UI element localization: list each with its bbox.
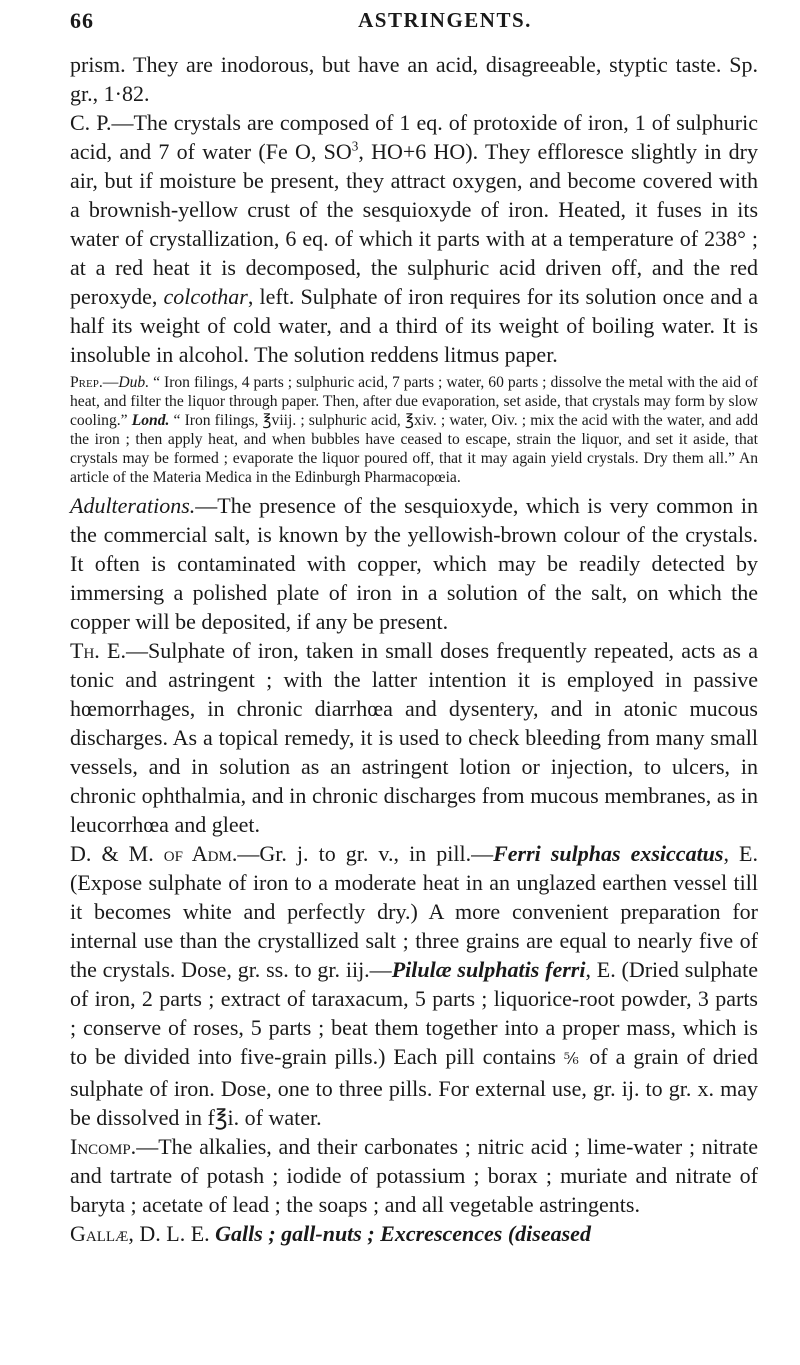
dose-ferri: Ferri sulphas exsiccatus <box>493 841 724 866</box>
dose-fraction: ⅚ <box>563 1051 582 1068</box>
paragraph-therapeutic-effects <box>70 636 758 839</box>
dose-text-b: , E. (Expose sulphate of iron to a moderate heat in an unglazed earthen vessel till it becomes white and perfectly dry.) A more convenient preparation for internal use than the crystallized salt ; three grains are equal to nearly five of the crystals. Dose, gr. ss. to gr. iij.— <box>70 841 758 982</box>
page-number: 66 <box>70 8 94 33</box>
dose-text-c: , E. (Dried sulphate of iron, 2 parts ; extract of taraxacum, 5 parts ; liquorice-root powder, 3 parts ; conserve of roses, 5 parts ; beat them together into a proper mass, which is to be divided into five-grain pills.) Each pill contains <box>70 957 759 1069</box>
prep-text-b: “ Iron filings, ℥viij. ; sulphuric acid, ℥xiv. ; water, Oiv. ; mix the acid with the water, and add the iron ; then apply heat, and when bubbles have ceased to escape, strain the liquor, and set it aside, that crystals may be formed ; evaporate the liquor poured off, that it may again yield crystals. Dry them all.” An article of the Materia Medica in the Edinburgh Pharmacopœia. <box>70 412 758 486</box>
paragraph-gallae <box>70 1219 758 1248</box>
superscript: 3 <box>351 138 359 154</box>
paragraph-incompatibles <box>70 1132 758 1219</box>
dose-pilulae: Pilulæ sulphatis ferri <box>391 957 586 982</box>
th-e-label: Th. E. <box>70 638 126 663</box>
gallae-label: Gallæ <box>70 1221 129 1246</box>
paragraph-adulterations <box>70 491 758 636</box>
dose-text-d: of a grain of dried sulphate of iron. Dose, one to three pills. For external use, gr. ij. to gr. x. may be dissolved in f℥i. of water. <box>70 1044 758 1130</box>
page-header <box>70 8 760 38</box>
adulterations-text: —The presence of the sesquioxyde, which is very common in the commercial salt, is known by the yellowish-brown colour of the crystals. It often is contaminated with copper, which may be readily detected by immersing a polished plate of iron in a solution of the salt, on which the copper will be deposited, if any be present. <box>70 493 758 634</box>
cp-text-b: , HO+6 HO). They effloresce slightly in dry air, but if moisture be present, they attract oxygen, and become covered with a brownish-yellow crust of the sesquioxyde of iron. Heated, it fuses in its water of crystallization, 6 eq. of which it parts with at a temperature of 238° ; at a red heat it is decomposed, the sulphuric acid driven off, and the red peroxyde, <box>70 139 758 309</box>
incomp-text: —The alkalies, and their carbonates ; nitric acid ; lime-water ; nitrate and tartrate of potash ; iodide of potassium ; borax ; muriate and nitrate of baryta ; acetate of lead ; the soaps ; and all vegetable astringents. <box>70 1134 758 1217</box>
cp-text-c: , left. Sulphate of iron requires for its solution once and a half its weight of cold water, and a third of its weight of boiling water. It is insoluble in alcohol. The solution reddens litmus paper. <box>70 284 758 367</box>
term-colcothar: colcothar <box>163 284 248 309</box>
paragraph-chemical-properties <box>70 108 758 369</box>
th-e-text: —Sulphate of iron, taken in small doses frequently repeated, acts as a tonic and astringent ; with the latter intention it is employed in passive hœmorrhages, in chronic diarrhœa and dysentery, and in atonic mucous discharges. As a topical remedy, it is used to check bleeding from many small vessels, and in solution as an astringent lotion or injection, to ulcers, in chronic ophthalmia, and in chronic discharges from mucous membranes, as in leucorrhœa and gleet. <box>70 638 758 837</box>
incomp-label: Incomp. <box>70 1134 137 1159</box>
prep-label: Prep. <box>70 374 103 391</box>
prep-text-a: “ Iron filings, 4 parts ; sulphuric acid, 7 parts ; water, 60 parts ; dissolve the metal with the aid of heat, and filter the liquor through paper. Then, after due evaporation, set aside, that crystals may form by slow cooling.” <box>70 374 758 429</box>
paragraph-preparation <box>70 373 758 487</box>
page-body <box>70 50 758 1248</box>
paragraph-dose <box>70 839 758 1132</box>
gallae-text-a: , D. L. E. <box>128 1221 216 1246</box>
prep-dub: Dub. <box>118 374 150 391</box>
dose-label: D. & M. of Adm. <box>70 841 238 866</box>
paragraph-properties: prism. They are inodorous, but have an acid, disagreeable, styptic taste. Sp. gr., 1·82. <box>70 52 758 106</box>
adulterations-label: Adulterations. <box>70 493 196 518</box>
prep-dash: — <box>102 374 119 391</box>
dose-text-a: —Gr. j. to gr. v., in pill.— <box>237 841 494 866</box>
cp-text-a: C. P.—The crystals are composed of 1 eq. of protoxide of iron, 1 of sulphuric acid, and 7 of water (Fe O, SO <box>70 110 758 164</box>
prep-lond: Lond. <box>131 412 170 429</box>
running-head: ASTRINGENTS. <box>358 8 532 32</box>
gallae-text-b: Galls ; gall-nuts ; Excrescences (diseased <box>215 1221 591 1246</box>
